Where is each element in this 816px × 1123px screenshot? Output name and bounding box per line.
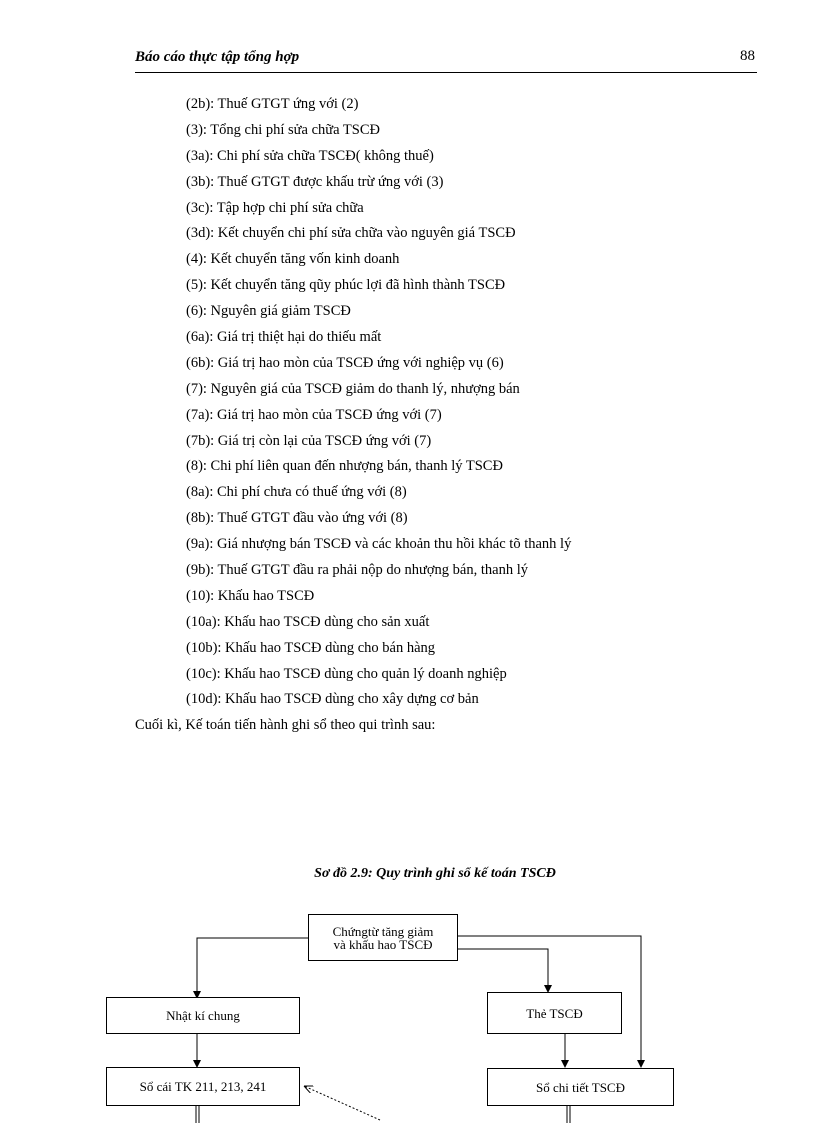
dotted-reconcile-arrow: [304, 1086, 380, 1120]
asset-card-box: [487, 992, 622, 1034]
ledger-down-double-line: [196, 1106, 199, 1123]
list-item: (6): Nguyên giá giảm TSCĐ: [186, 303, 351, 320]
detail-book-box: [487, 1068, 674, 1106]
list-item: (8b): Thuế GTGT đầu vào ứng với (8): [186, 510, 408, 527]
list-item: (9a): Giá nhượng bán TSCĐ và các khoản thu hồi khác tõ thanh lý: [186, 536, 572, 553]
header-title: Báo cáo thực tập tổng hợp: [135, 49, 300, 65]
connector-source-to-card: [458, 949, 548, 992]
list-item: (4): Kết chuyển tăng vốn kinh doanh: [186, 251, 400, 268]
list-item: (3): Tổng chi phí sửa chữa TSCĐ: [186, 121, 380, 138]
detail-book-box-label: Sổ chi tiết TSCĐ: [536, 1079, 625, 1095]
list-item: (10c): Khấu hao TSCĐ dùng cho quản lý doanh nghiệp: [186, 665, 507, 682]
list-item: (5): Kết chuyển tăng qũy phúc lợi đã hình thành TSCĐ: [186, 277, 506, 294]
list-item: (3c): Tập hợp chi phí sửa chữa: [186, 199, 364, 216]
list-item: (8): Chi phí liên quan đến nhượng bán, thanh lý TSCĐ: [186, 458, 503, 475]
detail-down-double-line: [567, 1106, 570, 1123]
list-item: (10a): Khấu hao TSCĐ dùng cho sản xuất: [186, 613, 430, 630]
ledger-box: [106, 1067, 300, 1106]
list-item: (9b): Thuế GTGT đầu ra phải nộp do nhượng bán, thanh lý: [186, 562, 528, 579]
ledger-box-label: Sổ cái TK 211, 213, 241: [139, 1079, 267, 1094]
list-item: (10): Khấu hao TSCĐ: [186, 587, 315, 604]
source-box-line-2: và khấu hao TSCĐ: [333, 936, 433, 952]
journal-box: [106, 997, 300, 1034]
list-item: (7): Nguyên giá của TSCĐ giảm do thanh lý, nhượng bán: [186, 380, 520, 397]
list-item: (3a): Chi phí sửa chữa TSCĐ( không thuế): [186, 147, 434, 164]
list-item: (10d): Khấu hao TSCĐ dùng cho xây dựng cơ bản: [186, 691, 479, 708]
list-item: (7b): Giá trị còn lại của TSCĐ ứng với (7): [186, 432, 432, 449]
diagram-title: Sơ đồ 2.9: Quy trình ghi sổ kế toán TSCĐ: [314, 866, 556, 881]
connector-source-to-journal: [197, 938, 308, 998]
source-documents-box: [308, 914, 458, 961]
list-item: (2b): Thuế GTGT ứng với (2): [186, 96, 359, 112]
list-item: (6b): Giá trị hao mòn của TSCĐ ứng với nghiệp vụ (6): [186, 354, 504, 371]
asset-card-box-label: Thẻ TSCĐ: [526, 1005, 583, 1021]
list-item: (10b): Khấu hao TSCĐ dùng cho bán hàng: [186, 639, 436, 656]
journal-box-label: Nhật kí chung: [166, 1008, 240, 1023]
list-item: (8a): Chi phí chưa có thuế ứng với (8): [186, 484, 407, 501]
list-item: (3d): Kết chuyển chi phí sửa chữa vào nguyên giá TSCĐ: [186, 225, 516, 242]
page-number: 88: [740, 48, 755, 64]
list-item: (6a): Giá trị thiệt hại do thiếu mất: [186, 329, 382, 346]
list-item: (7a): Giá trị hao mòn của TSCĐ ứng với (7): [186, 406, 442, 423]
closing-paragraph: Cuối kì, Kế toán tiến hành ghi sổ theo qui trình sau:: [135, 717, 436, 733]
source-box-line-1: Chứngtừ tăng giảm: [332, 923, 434, 939]
list-item: (3b): Thuế GTGT được khấu trừ ứng với (3): [186, 173, 444, 190]
